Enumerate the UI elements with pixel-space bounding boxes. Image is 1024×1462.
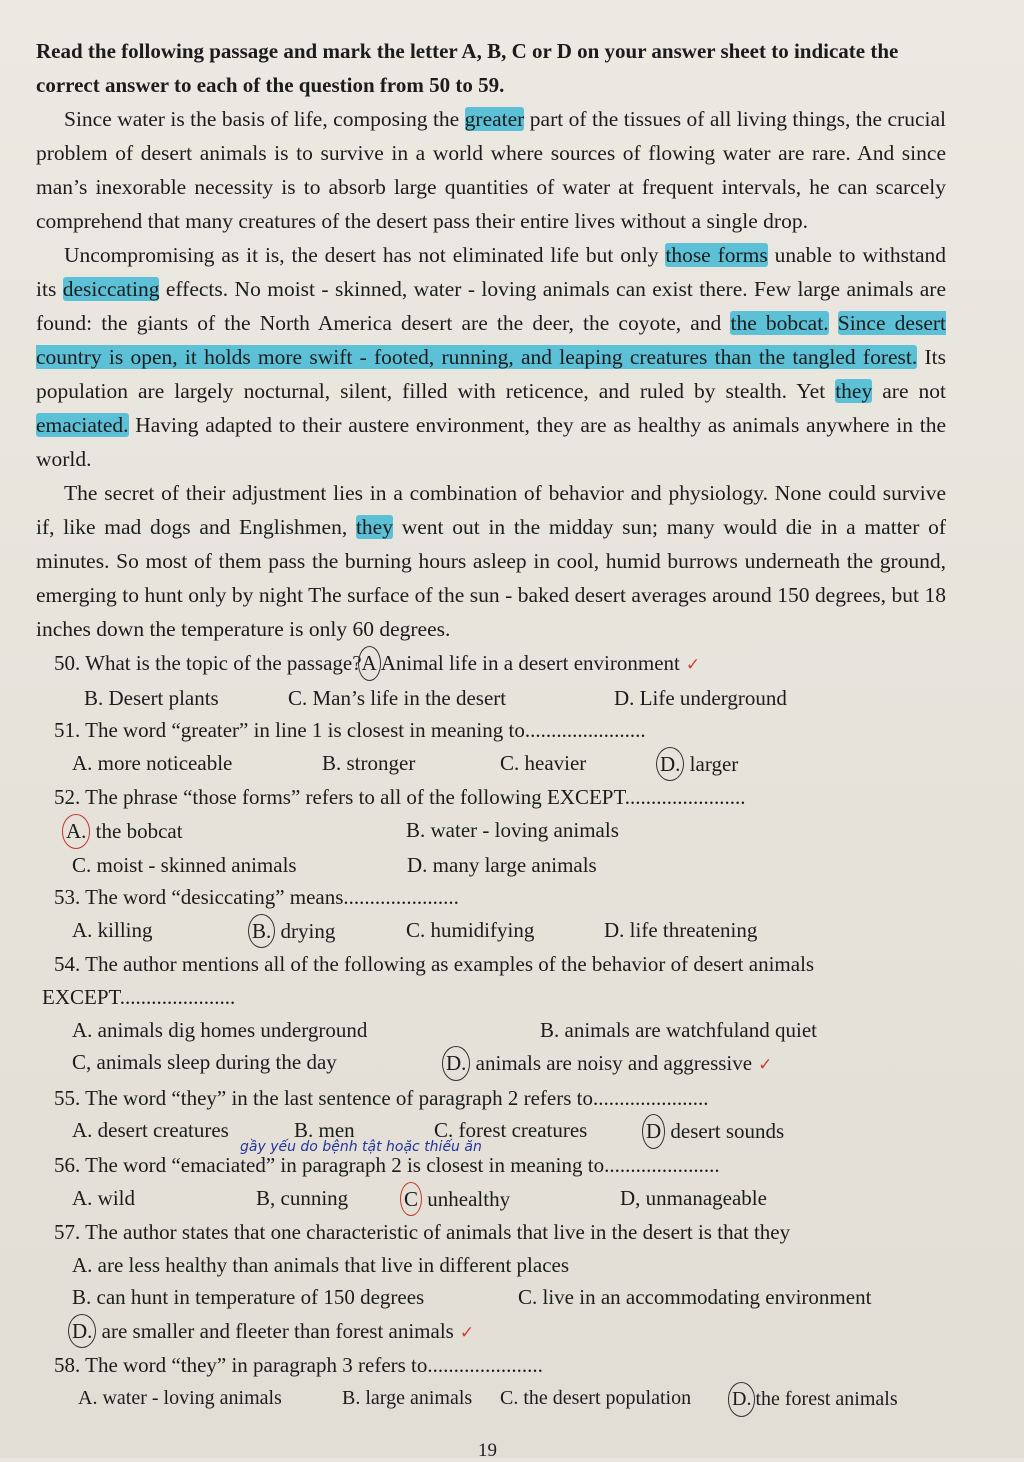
text: are not (872, 379, 947, 403)
option-a[interactable]: A. animals dig homes underground (72, 1017, 368, 1042)
handwritten-note: gầy yếu do bệnh tật hoặc thiếu ăn (240, 1139, 482, 1156)
question-52-options-1 (36, 814, 946, 849)
highlight-they: they (835, 379, 873, 403)
option-c[interactable]: C. live in an accommodating environment (518, 1285, 872, 1310)
text (829, 311, 838, 335)
option-d[interactable]: D. Life underground (614, 685, 787, 710)
question-58-options (36, 1382, 946, 1417)
answer-circle[interactable]: A (358, 646, 381, 681)
question-50 (36, 646, 946, 682)
question-58: 58. The word “they” in paragraph 3 refers to...................... (54, 1353, 543, 1378)
questions (36, 646, 946, 1417)
question-53: 53. The word “desiccating” means...................... (54, 885, 459, 910)
option-b[interactable]: B. animals are watchfuland quiet (540, 1017, 817, 1042)
question-52: 52. The phrase “those forms” refers to all of the following EXCEPT....................... (54, 785, 746, 810)
text: Its population are largely nocturnal, silent, filled with reticence, and ruled by stealth. Yet (36, 345, 947, 403)
answer-circle: D (642, 1114, 665, 1149)
option-a[interactable]: A. killing (72, 917, 153, 942)
option-c[interactable]: C, animals sleep during the day (72, 1050, 337, 1075)
highlight-emaciated: emaciated. (36, 413, 129, 437)
option-d[interactable] (660, 747, 865, 782)
text: unable to withstand its (36, 243, 947, 301)
option-b[interactable]: B, cunning (256, 1185, 349, 1210)
option-a[interactable]: A. desert creatures (72, 1118, 229, 1143)
option-c[interactable]: C. the desert population (500, 1387, 692, 1410)
option-c[interactable] (404, 1182, 620, 1217)
text: went out in the midday sun; many would die in a matter of minutes. So most of them pass the burning hours asleep in cool, humid burrows underneath the ground, emerging to hunt only by night The surface of the sun - baked desert averages around 150 degrees, but 18 inches down the temperature is only 60 degrees. (36, 515, 946, 641)
highlight-desiccating: desiccating (62, 277, 160, 301)
option-d-text: the forest animals (755, 1388, 898, 1411)
option-d[interactable]: D. many large animals (407, 852, 597, 877)
option-d-text: are smaller and fleeter than forest animals (96, 1318, 454, 1343)
text: part of the tissues of all living things, the crucial problem of desert animals is to survive in a world where sources of flowing water are rare. And since man’s inexorable necessity is to absorb large quantities of water at frequent intervals, he can scarcely comprehend that many creatures of the desert pass their entire lives without a single drop. (36, 107, 946, 233)
question-57-option-a (36, 1249, 946, 1282)
paragraph-1 (36, 102, 946, 238)
question-55: 55. The word “they” in the last sentence of paragraph 2 refers to...................... (54, 1085, 709, 1110)
answer-circle: B. (248, 914, 275, 949)
instruction: Read the following passage and mark the letter A, B, C or D on your answer sheet to indicate the correct answer to each of the question from 50 to 59. (36, 39, 899, 97)
option-d-text: larger (684, 751, 739, 776)
option-c[interactable]: C. heavier (500, 750, 587, 775)
check-icon: ✓ (459, 1322, 475, 1343)
option-b-text: drying (275, 918, 336, 943)
question-56-options (36, 1182, 946, 1217)
question-54-options-2 (36, 1046, 946, 1082)
answer-circle: D. (68, 1314, 96, 1349)
question-51-options (36, 747, 946, 782)
option-a[interactable]: Animal life in a desert environment (380, 651, 680, 675)
question-57-option-d (36, 1314, 946, 1350)
question-54-stem-2: EXCEPT...................... (42, 984, 236, 1009)
check-icon: ✓ (685, 655, 701, 675)
question-51: 51. The word “greater” in line 1 is closest in meaning to....................... (54, 718, 646, 743)
option-c[interactable]: C. moist - skinned animals (72, 852, 297, 877)
option-c[interactable]: C. forest creatures (434, 1118, 588, 1143)
option-b[interactable]: B. water - loving animals (406, 817, 619, 842)
highlight-those-forms: those forms (665, 243, 768, 267)
option-b[interactable]: B. Desert plants (84, 685, 219, 710)
question-50-options (36, 682, 946, 715)
option-c[interactable]: C. humidifying (406, 917, 535, 942)
option-a[interactable]: A. more noticeable (72, 750, 233, 775)
answer-circle: C (400, 1182, 422, 1217)
option-a-text: the bobcat (90, 818, 183, 843)
option-d[interactable] (732, 1382, 898, 1417)
option-d-text: desert sounds (665, 1119, 785, 1144)
paragraph-2 (36, 238, 946, 476)
question-57-options-bc (36, 1281, 946, 1314)
answer-circle: A. (62, 814, 90, 849)
option-d[interactable]: D. life threatening (604, 917, 758, 942)
text: Having adapted to their austere environment, they are as healthy as animals anywhere in the world. (36, 413, 946, 471)
check-icon: ✓ (758, 1055, 773, 1076)
option-a[interactable]: A. are less healthy than animals that live in different places (72, 1252, 570, 1277)
option-a[interactable]: A. wild (72, 1185, 135, 1210)
highlight-open-country: Since desert country is open, it holds more swift - footed, running, and leaping creatures than the tangled forest. (36, 311, 947, 369)
option-c-text: unhealthy (422, 1186, 511, 1211)
question-57: 57. The author states that one characteristic of animals that live in the desert is that they (54, 1220, 791, 1245)
option-d[interactable] (446, 1046, 781, 1082)
option-b[interactable] (252, 914, 406, 949)
question-54-options-1 (36, 1014, 946, 1047)
text: Uncompromising as it is, the desert has not eliminated life but only (64, 243, 666, 267)
text: effects. No moist - skinned, water - loving animals can exist there. Few large animals are found: the giants of the North America desert are the deer, the coyote, and (36, 277, 946, 335)
text: The secret of their adjustment lies in a combination of behavior and physiology. None could survive if, like mad dogs and Englishmen, (36, 481, 946, 539)
question-56: 56. The word “emaciated” in paragraph 2 is closest in meaning to...................... (54, 1152, 720, 1177)
highlight-bobcat: the bobcat. (730, 311, 829, 335)
answer-circle: D. (442, 1046, 470, 1081)
option-c[interactable]: C. Man’s life in the desert (288, 685, 507, 710)
page-number: 19 (478, 1440, 497, 1461)
option-a[interactable]: A. water - loving animals (78, 1387, 282, 1410)
question-55-options (36, 1114, 946, 1156)
option-d[interactable]: D, unmanageable (620, 1185, 767, 1210)
question-stem: 50. What is the topic of the passage? (54, 651, 362, 675)
option-d[interactable] (72, 1314, 474, 1350)
highlight-greater: greater (464, 107, 525, 131)
option-d-text: animals are noisy and aggressive (470, 1051, 753, 1076)
option-b[interactable]: B. men (294, 1118, 355, 1143)
question-54-stem: 54. The author mentions all of the following as examples of the behavior of desert animals (54, 952, 815, 977)
option-b[interactable]: B. stronger (322, 750, 416, 775)
answer-circle: D. (656, 747, 684, 782)
option-d[interactable] (646, 1114, 784, 1149)
highlight-they-p3: they (355, 515, 393, 539)
question-52-options-2 (36, 849, 946, 882)
answer-circle: D. (728, 1382, 755, 1417)
option-b[interactable]: B. large animals (342, 1387, 473, 1410)
question-53-options (36, 914, 946, 949)
option-a[interactable] (66, 814, 406, 849)
paragraph-3 (36, 476, 946, 646)
text: Since water is the basis of life, composing the (64, 107, 465, 131)
option-b[interactable]: B. can hunt in temperature of 150 degrees (72, 1285, 425, 1310)
